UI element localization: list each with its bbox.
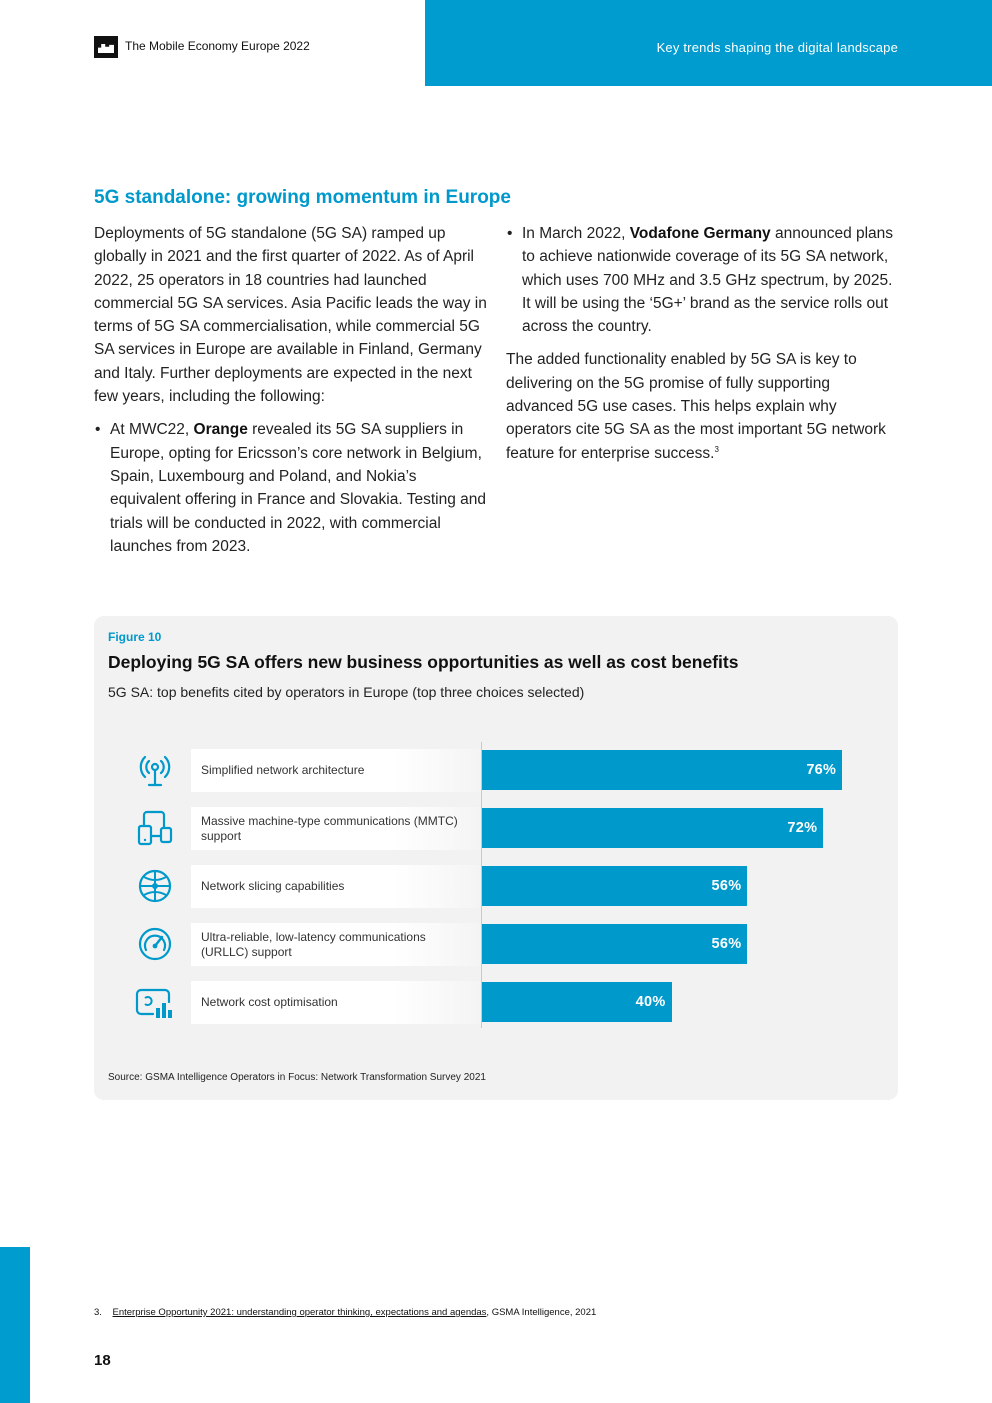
closing-text: The added functionality enabled by 5G SA is key to delivering on the 5G promise of fully supporting advanced 5G use cases. This helps explain why operators cite 5G SA as the most important 5G network feature for enterprise success. xyxy=(506,351,886,462)
bar-value-label: 56% xyxy=(711,878,742,894)
right-column xyxy=(506,222,898,475)
figure-panel xyxy=(94,616,898,1100)
bar xyxy=(482,866,747,906)
bar-label xyxy=(191,981,481,1024)
bar xyxy=(482,808,823,848)
section-label: Key trends shaping the digital landscape xyxy=(656,40,898,55)
figure-label: Figure 10 xyxy=(108,630,162,644)
cost-chart-icon xyxy=(135,982,175,1022)
bullet-prefix: At MWC22, xyxy=(110,421,194,439)
side-accent-bar xyxy=(0,1247,30,1403)
bullet-item-vodafone xyxy=(506,222,898,338)
globe-network-icon xyxy=(135,866,175,906)
bullet-bold: Orange xyxy=(193,421,248,439)
category-label: Ultra-reliable, low-latency communications (URLLC) support xyxy=(201,929,426,959)
devices-icon xyxy=(135,808,175,848)
bar-value-label: 76% xyxy=(806,762,837,778)
left-column xyxy=(94,222,490,568)
gauge-icon xyxy=(135,924,175,964)
category-label: Network cost optimisation xyxy=(201,995,338,1009)
figure-source: Source: GSMA Intelligence Operators in Focus: Network Transformation Survey 2021 xyxy=(108,1072,486,1083)
footnote-number: 3. xyxy=(94,1307,102,1318)
bar-label xyxy=(191,865,481,908)
bullet-text: revealed its 5G SA suppliers in Europe, opting for Ericsson’s core network in Belgium, Spain, Luxembourg and Poland, and Nokia’s equivalent offering in France and Slovakia. Testing and trials will be conducted in 2022, with commercial launches from 2023. xyxy=(110,421,486,555)
bar xyxy=(482,750,842,790)
footnote-ref[interactable]: 3 xyxy=(714,444,719,454)
section-heading: 5G standalone: growing momentum in Europe xyxy=(94,187,511,208)
bar-label xyxy=(191,749,481,792)
bar xyxy=(482,982,672,1022)
figure-subtitle: 5G SA: top benefits cited by operators in Europe (top three choices selected) xyxy=(108,684,585,700)
bar-value-label: 72% xyxy=(787,820,818,836)
antenna-icon xyxy=(135,750,175,790)
category-label: Simplified network architecture xyxy=(201,763,365,777)
bullet-text: announced plans to achieve nationwide coverage of its 5G SA network, which uses 700 MHz and 3.5 GHz spectrum, by 2025. It will be using the ‘5G+’ brand as the service rolls out across the country. xyxy=(522,225,894,336)
footnote-rest: , GSMA Intelligence, 2021 xyxy=(486,1307,597,1318)
bullet-list-right xyxy=(506,222,898,338)
figure-title: Deploying 5G SA offers new business opportunities as well as cost benefits xyxy=(108,652,739,672)
bar-value-label: 56% xyxy=(711,936,742,952)
bar-label xyxy=(191,923,481,966)
footnote xyxy=(94,1307,596,1318)
intro-paragraph: Deployments of 5G standalone (5G SA) ramped up globally in 2021 and the first quarter of 2022. As of April 2022, 25 operators in 18 countries had launched commercial 5G SA services. Asia Pacific leads the way in terms of 5G SA commercialisation, while commercial 5G SA services in Europe are available in Finland, Germany and Italy. Further deployments are expected in the next few years, including the following: xyxy=(94,225,487,406)
report-title: The Mobile Economy Europe 2022 xyxy=(125,39,310,53)
closing-paragraph xyxy=(506,348,898,464)
footnote-link[interactable]: Enterprise Opportunity 2021: understanding operator thinking, expectations and agendas xyxy=(112,1307,487,1318)
bullet-bold: Vodafone Germany xyxy=(629,225,771,242)
bullet-list-left xyxy=(94,418,490,558)
gsma-logo-icon xyxy=(94,36,118,58)
bullet-prefix: In March 2022, xyxy=(522,225,630,242)
bar-label xyxy=(191,807,481,850)
bullet-item-orange xyxy=(94,418,490,558)
page-number: 18 xyxy=(94,1352,111,1369)
category-label: Network slicing capabilities xyxy=(201,879,345,893)
bar-value-label: 40% xyxy=(635,994,666,1010)
bar xyxy=(482,924,747,964)
category-label: Massive machine-type communications (MMTC) support xyxy=(201,813,458,843)
